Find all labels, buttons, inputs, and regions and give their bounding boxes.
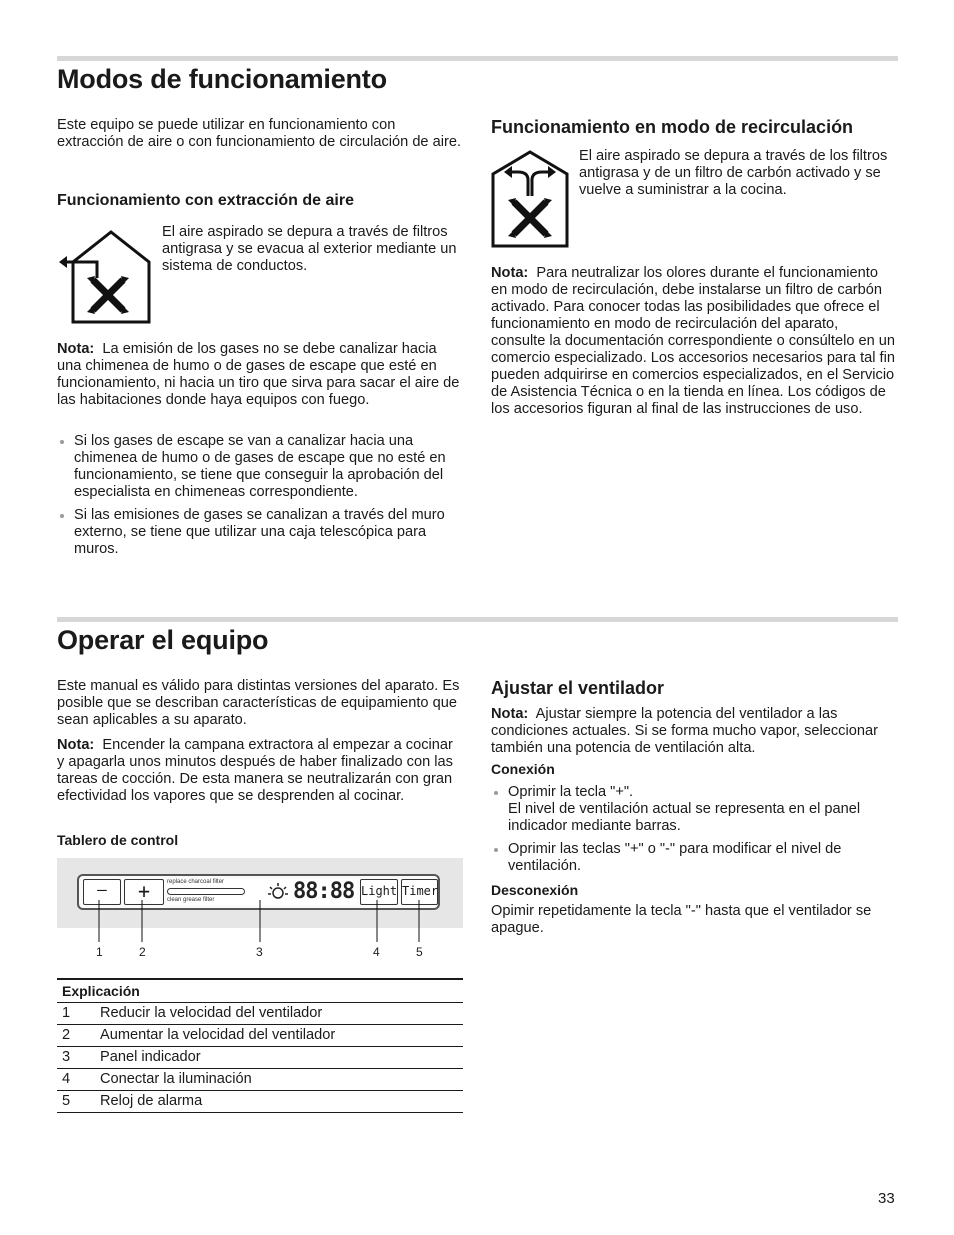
bullet-subtext: El nivel de ventilación actual se representa en el panel indicador mediante barras. xyxy=(508,801,861,834)
note-label: Nota: xyxy=(57,737,95,753)
light-button: Light xyxy=(360,879,398,905)
section-divider xyxy=(57,617,898,622)
list-item: Oprimir las teclas "+" o "-" para modificar el nivel de ventilación. xyxy=(491,841,896,875)
disconnection-text: Opimir repetidamente la tecla "-" hasta que el ventilador se apague. xyxy=(491,903,872,936)
timer-display: 88:88 xyxy=(293,879,355,904)
row-text: Panel indicador xyxy=(100,1047,463,1069)
note-text: Encender la campana extractora al empezar a cocinar y apagarla unos minutos después de haber finalizado con las tareas de cocción. De esta manera se neutralizarán con gran efectividad los vapores que se desprenden al cocinar. xyxy=(57,737,453,804)
note-text: La emisión de los gases no se debe canalizar hacia una chimenea de humo o de gases de escape que esté en funcionamiento, ni hacia un tiro que sirva para sacar el aire de las habitaciones donde haya equipos con fuego. xyxy=(57,341,460,408)
charcoal-filter-label: replace charcoal filter xyxy=(167,879,225,885)
row-text: Reducir la velocidad del ventilador xyxy=(100,1003,463,1025)
connection-heading: Conexión xyxy=(491,761,555,777)
extraction-bullet-list xyxy=(57,433,462,564)
recirculation-mode-icon xyxy=(490,150,570,253)
extraction-mode-icon xyxy=(57,226,153,331)
bullet-text: Oprimir la tecla "+". xyxy=(508,784,634,800)
table-row xyxy=(57,1003,463,1025)
explanation-table xyxy=(57,978,463,1113)
note-label: Nota: xyxy=(491,265,529,281)
callout-5: 5 xyxy=(416,945,423,959)
disconnection-heading: Desconexión xyxy=(491,882,579,898)
minus-button: — xyxy=(83,879,121,905)
table-header: Explicación xyxy=(57,979,463,1003)
list-item: Si las emisiones de gases se canalizan a través del muro externo, se tiene que utilizar una caja telescópica para muros. xyxy=(57,507,462,558)
callout-4: 4 xyxy=(373,945,380,959)
heading-fan: Ajustar el ventilador xyxy=(491,678,665,698)
intro-paragraph: Este equipo se puede utilizar en funcionamiento con extracción de aire o con funcionamiento de circulación de aire. xyxy=(57,117,461,150)
note-text: Para neutralizar los olores durante el funcionamiento en modo de recirculación, debe instalarse un filtro de carbón activado. Para conocer todas las posibilidades que ofrece el funcionamiento en modo de recirculación del aparato, consulte la documentación correspondiente o consúltelo en un comercio especializado. Los accesorios necesarios para tal fin pueden adquirirse en comercios especializados, en el Servicio de Asistencia Técnica o en la tienda en línea. Los códigos de los accesorios figuran al final de las instrucciones de uso. xyxy=(491,265,896,417)
list-item: Si los gases de escape se van a canalizar hacia una chimenea de humo o de gases de escape que no esté en funcionamiento, se tiene que conseguir la aprobación del especialista en chimeneas correspondiente. xyxy=(57,433,462,501)
list-item xyxy=(491,784,896,835)
table-row xyxy=(57,1047,463,1069)
row-number: 1 xyxy=(57,1003,100,1025)
connection-bullet-list xyxy=(491,784,896,881)
row-number: 3 xyxy=(57,1047,100,1069)
callout-2: 2 xyxy=(139,945,146,959)
table-row xyxy=(57,1091,463,1113)
row-number: 2 xyxy=(57,1025,100,1047)
row-number: 4 xyxy=(57,1069,100,1091)
section-title-operar: Operar el equipo xyxy=(57,625,269,655)
extraction-note xyxy=(57,341,462,409)
recirculation-note xyxy=(491,265,896,418)
heading-recirculation: Funcionamiento en modo de recirculación xyxy=(491,117,854,137)
recirculation-description: El aire aspirado se depura a través de los filtros antigrasa y de un filtro de carbón activado y se vuelve a suministrar a la cocina. xyxy=(579,148,888,198)
grease-filter-label: clean grease filter xyxy=(167,897,215,903)
row-text: Aumentar la velocidad del ventilador xyxy=(100,1025,463,1047)
row-number: 5 xyxy=(57,1091,100,1113)
extraction-description: El aire aspirado se depura a través de filtros antigrasa y se evacua al exterior mediante un sistema de conductos. xyxy=(162,224,457,274)
fan-note xyxy=(491,706,896,757)
callout-3: 3 xyxy=(256,945,263,959)
note-label: Nota: xyxy=(491,706,529,722)
row-text: Reloj de alarma xyxy=(100,1091,463,1113)
callout-1: 1 xyxy=(96,945,103,959)
callout-lines xyxy=(57,890,463,950)
section-divider xyxy=(57,56,898,61)
control-panel-heading: Tablero de control xyxy=(57,832,179,848)
table-row xyxy=(57,1025,463,1047)
row-text: Conectar la iluminación xyxy=(100,1069,463,1091)
timer-button: Timer xyxy=(401,879,438,905)
plus-button: + xyxy=(124,879,164,905)
heading-extraction: Funcionamiento con extracción de aire xyxy=(57,192,354,209)
operate-intro: Este manual es válido para distintas versiones del aparato. Es posible que se describan características de equipamiento que sean aplicables a su aparato. xyxy=(57,678,460,728)
section-title-modos: Modos de funcionamiento xyxy=(57,64,387,94)
page-number: 33 xyxy=(878,1190,895,1207)
table-row xyxy=(57,1069,463,1091)
operate-note xyxy=(57,737,462,805)
note-label: Nota: xyxy=(57,341,95,357)
note-text: Ajustar siempre la potencia del ventilador a las condiciones actuales. Si se forma mucho vapor, seleccionar también una potencia de ventilación alta. xyxy=(491,706,878,756)
